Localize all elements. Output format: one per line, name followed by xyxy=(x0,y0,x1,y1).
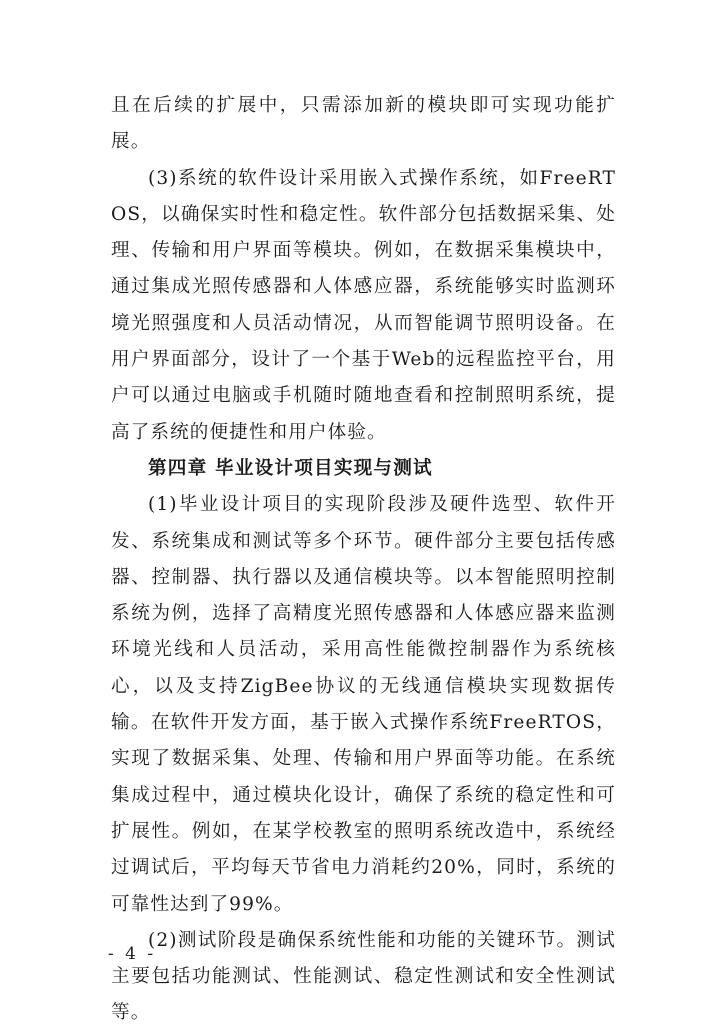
paragraph-continuation: 且在后续的扩展中，只需添加新的模块即可实现功能扩展。 xyxy=(111,95,616,153)
paragraph-ch4-item-2: (2)测试阶段是确保系统性能和功能的关键环节。测试主要包括功能测试、性能测试、稳定性测试和安全性测试等。 xyxy=(111,929,616,1024)
page-body xyxy=(111,88,616,1032)
page-number: - 4 - xyxy=(108,944,157,964)
paragraph-item-3: (3)系统的软件设计采用嵌入式操作系统，如FreeRTOS，以确保实时性和稳定性。软件部分包括数据采集、处理、传输和用户界面等模块。例如，在数据采集模块中，通过集成光照传感器和人体感应器，系统能够实时监测环境光照强度和人员活动情况，从而智能调节照明设备。在用户界面部分，设计了一个基于Web的远程监控平台，用户可以通过电脑或手机随时随地查看和控制照明系统，提高了系统的便捷性和用户体验。 xyxy=(111,167,616,443)
paragraph-ch4-item-1: (1)毕业设计项目的实现阶段涉及硬件选型、软件开发、系统集成和测试等多个环节。硬件部分主要包括传感器、控制器、执行器以及通信模块等。以本智能照明控制系统为例，选择了高精度光照传感器和人体感应器来监测环境光线和人员活动，采用高性能微控制器作为系统核心，以及支持ZigBee协议的无线通信模块实现数据传输。在软件开发方面，基于嵌入式操作系统FreeRTOS，实现了数据采集、处理、传输和用户界面等功能。在系统集成过程中，通过模块化设计，确保了系统的稳定性和可扩展性。例如，在某学校教室的照明系统改造中，系统经过调试后，平均每天节省电力消耗约20%，同时，系统的可靠性达到了99%。 xyxy=(111,494,616,915)
chapter-heading: 第四章 毕业设计项目实现与测试 xyxy=(148,457,433,479)
